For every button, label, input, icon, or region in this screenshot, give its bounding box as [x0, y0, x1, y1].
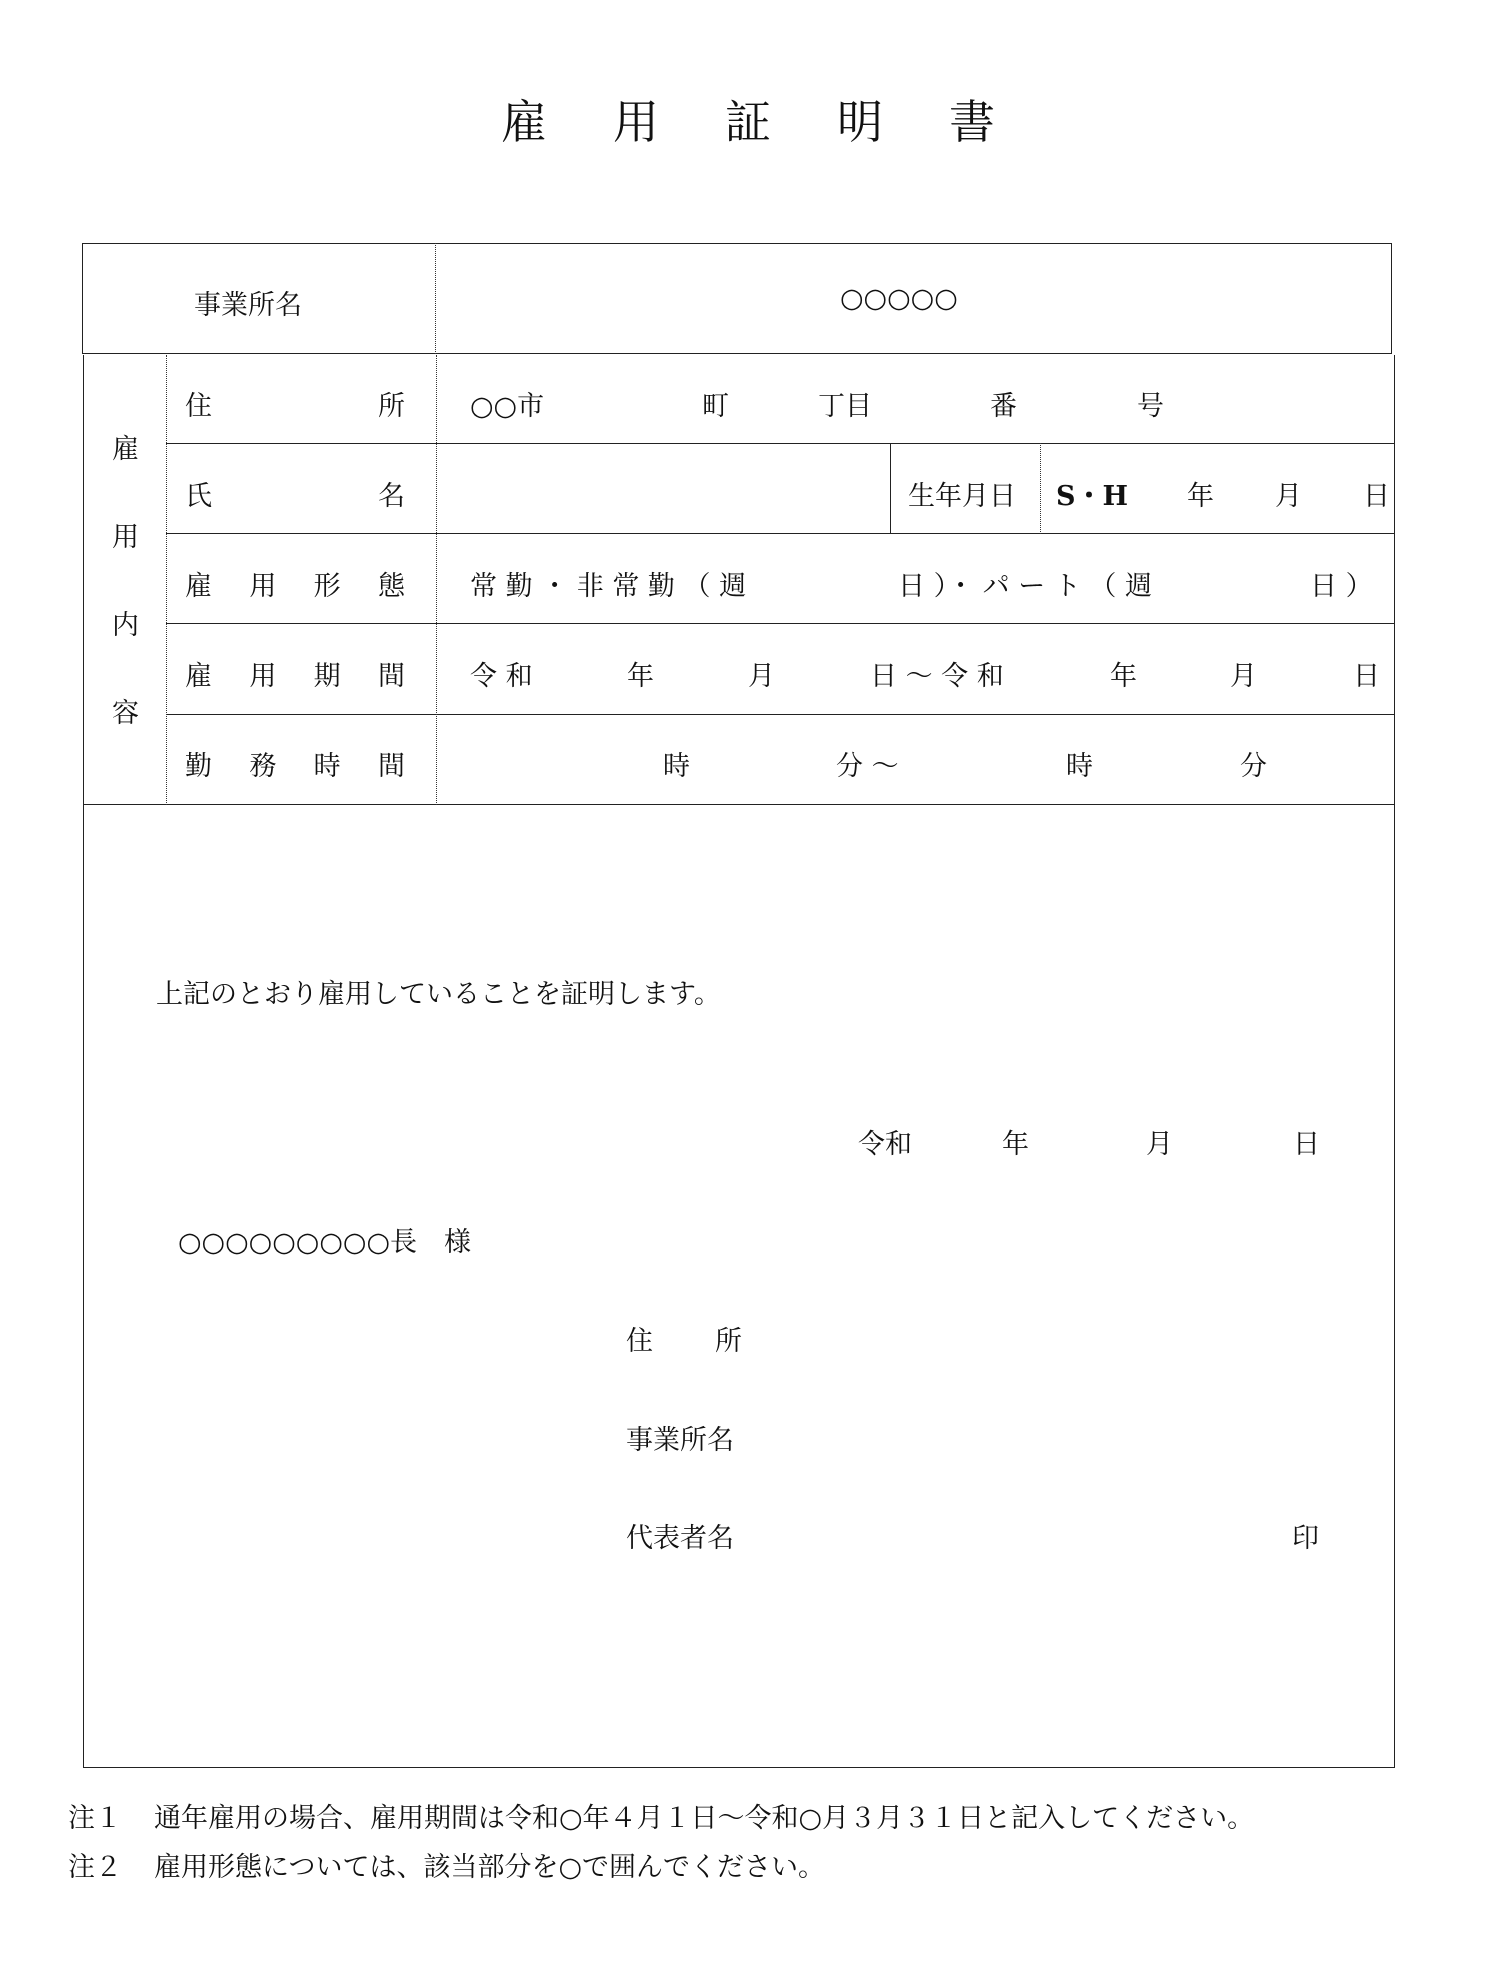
employment-period-label: 雇 用 期 間 — [185, 661, 405, 692]
birth-month: 月 — [1275, 481, 1302, 512]
period-start-era: 令 和 — [470, 661, 533, 692]
address-label: 住 所 — [185, 391, 405, 422]
period-end-day: 日 — [1353, 661, 1380, 692]
issue-date-era: 令和 — [858, 1129, 912, 1160]
name-field[interactable] — [440, 446, 886, 531]
employment-type-options[interactable]: 常 勤 ・ 非 常 勤 （ 週 — [470, 571, 747, 602]
period-start-year: 年 — [627, 661, 654, 692]
issue-date-month: 月 — [1146, 1129, 1173, 1160]
address-go: 号 — [1137, 391, 1164, 422]
period-start-month: 月 — [748, 661, 775, 692]
name-label: 氏 名 — [185, 481, 405, 512]
note-2-text: 雇用形態については、該当部分を○で囲んでください。 — [154, 1852, 826, 1883]
employment-type-part[interactable]: 日 ）・ パ ー ト （ 週 — [898, 571, 1152, 602]
employment-type-label: 雇 用 形 態 — [185, 571, 405, 602]
hours-end-minute: 分 — [1240, 751, 1267, 782]
note-1-number: 注１ — [68, 1803, 122, 1834]
employment-details-side-label: 雇 用 内 容 — [112, 434, 139, 729]
document-title: 雇 用 証 明 書 — [501, 95, 995, 149]
hours-start-hour: 時 — [663, 751, 690, 782]
seal-mark: 印 — [1292, 1523, 1319, 1554]
address-chome: 丁目 — [818, 391, 872, 422]
note-2-number: 注２ — [68, 1852, 122, 1883]
issue-date-day: 日 — [1293, 1129, 1320, 1160]
certification-text: 上記のとおり雇用していることを証明します。 — [156, 979, 721, 1010]
period-end-month: 月 — [1230, 661, 1257, 692]
birth-day: 日 — [1363, 481, 1390, 512]
birth-date-label: 生年月日 — [908, 481, 1016, 512]
issuer-office-label: 事業所名 — [626, 1425, 734, 1456]
address-town: 町 — [702, 391, 729, 422]
employment-type-close: 日 ） — [1310, 571, 1373, 602]
office-name-label: 事業所名 — [194, 290, 302, 321]
period-start-day: 日 〜 令 和 — [870, 661, 1004, 692]
birth-era[interactable]: S・H — [1056, 481, 1129, 512]
address-city[interactable]: ○○市 — [470, 391, 545, 422]
note-1-text: 通年雇用の場合、雇用期間は令和○年４月１日〜令和○月３月３１日と記入してください。 — [154, 1803, 1255, 1834]
address-ban: 番 — [990, 391, 1017, 422]
hours-end-hour: 時 — [1066, 751, 1093, 782]
issuer-representative-label: 代表者名 — [626, 1523, 734, 1554]
period-end-year: 年 — [1110, 661, 1137, 692]
birth-year: 年 — [1187, 481, 1214, 512]
office-name-value[interactable]: ○○○○○ — [840, 283, 958, 314]
working-hours-label: 勤 務 時 間 — [185, 751, 405, 782]
issue-date-year: 年 — [1002, 1129, 1029, 1160]
issuer-address-label: 住 所 — [626, 1326, 742, 1357]
addressee: ○○○○○○○○○長 様 — [178, 1227, 472, 1258]
hours-start-minute: 分 〜 — [836, 751, 899, 782]
